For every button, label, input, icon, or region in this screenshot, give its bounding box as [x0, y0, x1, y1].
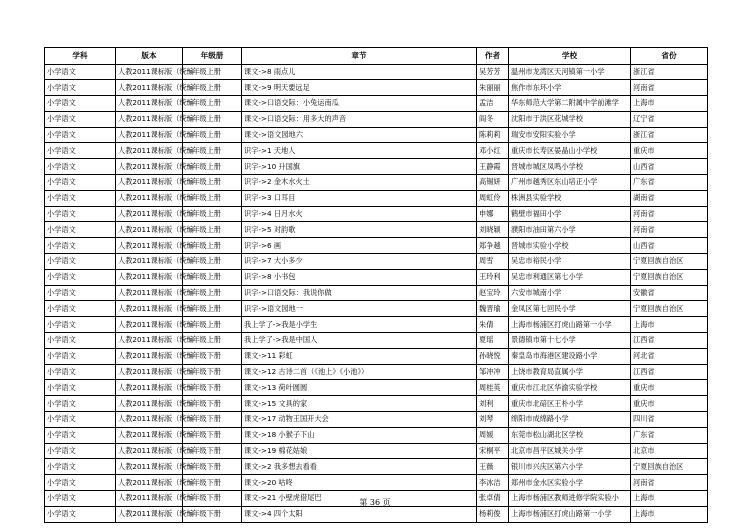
cell-subject: 小学语文 [45, 348, 116, 364]
cell-chapter: 识字->3 口耳目 [242, 190, 477, 206]
cell-subject: 小学语文 [45, 364, 116, 380]
cell-subject: 小学语文 [45, 96, 116, 112]
cell-edition: 人教2011课标版（统编 [116, 143, 183, 159]
cell-grade-volume: 一年级下册 [183, 412, 242, 428]
cell-province: 宁夏回族自治区 [631, 459, 708, 475]
table-row [45, 206, 708, 222]
cell-subject: 小学语文 [45, 254, 116, 270]
cell-chapter: 课文->15 文具的家 [242, 396, 477, 412]
cell-school: 华东师范大学第二附属中学前滩学 [509, 96, 631, 112]
cell-author: 周雪 [477, 254, 509, 270]
cell-author: 王静霞 [477, 159, 509, 175]
cell-edition: 人教2011课标版（统编 [116, 175, 183, 191]
cell-school: 瑞安市安阳实验小学 [509, 127, 631, 143]
cell-province: 安徽省 [631, 285, 708, 301]
table-row [45, 427, 708, 443]
cell-province: 宁夏回族自治区 [631, 269, 708, 285]
table-row [45, 80, 708, 96]
cell-province: 重庆市 [631, 396, 708, 412]
cell-author: 阎冬 [477, 111, 509, 127]
cell-school: 六安市城南小学 [509, 285, 631, 301]
cell-province: 山西省 [631, 159, 708, 175]
table-row [45, 190, 708, 206]
cell-author: 杨莉俊 [477, 506, 509, 522]
table-body [45, 64, 708, 522]
cell-grade-volume: 一年级上册 [183, 190, 242, 206]
column-header-edition: 版本 [116, 48, 183, 65]
column-header-chapter: 章节 [242, 48, 477, 65]
cell-grade-volume: 一年级上册 [183, 206, 242, 222]
cell-subject: 小学语文 [45, 206, 116, 222]
cell-grade-volume: 一年级上册 [183, 333, 242, 349]
cell-school: 重庆市北碚区王朴小学 [509, 396, 631, 412]
cell-grade-volume: 一年级上册 [183, 222, 242, 238]
cell-chapter: 识字->8 小书包 [242, 269, 477, 285]
table-row [45, 412, 708, 428]
cell-province: 宁夏回族自治区 [631, 254, 708, 270]
cell-school: 广州市越秀区东山培正小学 [509, 175, 631, 191]
cell-province: 四川省 [631, 412, 708, 428]
cell-author: 赵宝玲 [477, 285, 509, 301]
cell-subject: 小学语文 [45, 159, 116, 175]
cell-grade-volume: 一年级下册 [183, 506, 242, 522]
table-row [45, 64, 708, 80]
cell-author: 张卓倩 [477, 491, 509, 507]
cell-edition: 人教2011课标版（统编 [116, 475, 183, 491]
cell-edition: 人教2011课标版（统编 [116, 80, 183, 96]
cell-author: 魏晋瑜 [477, 301, 509, 317]
cell-chapter: 课文->20 咕咚 [242, 475, 477, 491]
cell-school: 沈阳市于洪区花城学校 [509, 111, 631, 127]
cell-author: 周媛 [477, 427, 509, 443]
table-row [45, 506, 708, 522]
cell-chapter: 课文->口语交际：用多大的声音 [242, 111, 477, 127]
cell-province: 湖南省 [631, 190, 708, 206]
table-row [45, 96, 708, 112]
column-header-school: 学校 [509, 48, 631, 65]
table-row [45, 380, 708, 396]
cell-subject: 小学语文 [45, 222, 116, 238]
cell-grade-volume: 一年级上册 [183, 64, 242, 80]
cell-author: 邹冲冲 [477, 364, 509, 380]
cell-edition: 人教2011课标版（统编 [116, 333, 183, 349]
cell-edition: 人教2011课标版（统编 [116, 301, 183, 317]
cell-author: 孙晓悦 [477, 348, 509, 364]
cell-subject: 小学语文 [45, 380, 116, 396]
cell-subject: 小学语文 [45, 301, 116, 317]
cell-edition: 人教2011课标版（统编 [116, 506, 183, 522]
cell-edition: 人教2011课标版（统编 [116, 96, 183, 112]
cell-author: 朱丽丽 [477, 80, 509, 96]
cell-chapter: 课文->9 明天要远足 [242, 80, 477, 96]
cell-chapter: 识字->5 对韵歌 [242, 222, 477, 238]
cell-school: 吴忠市利通区第七小学 [509, 269, 631, 285]
cell-grade-volume: 一年级上册 [183, 80, 242, 96]
cell-school: 东莞市松山湖北区学校 [509, 427, 631, 443]
table-row [45, 443, 708, 459]
cell-subject: 小学语文 [45, 111, 116, 127]
cell-chapter: 识字->1 天地人 [242, 143, 477, 159]
cell-grade-volume: 一年级下册 [183, 380, 242, 396]
cell-subject: 小学语文 [45, 412, 116, 428]
cell-school: 景德镇市第十七小学 [509, 333, 631, 349]
column-header-province: 省份 [631, 48, 708, 65]
cell-subject: 小学语文 [45, 64, 116, 80]
cell-subject: 小学语文 [45, 175, 116, 191]
cell-edition: 人教2011课标版（统编 [116, 317, 183, 333]
cell-chapter: 课文->12 古诗二首（《池上》《小池》） [242, 364, 477, 380]
table-row [45, 175, 708, 191]
cell-author: 夏瑶 [477, 333, 509, 349]
cell-school: 焦作市东环小学 [509, 80, 631, 96]
cell-author: 刘利 [477, 396, 509, 412]
cell-chapter: 识字->语文园地一 [242, 301, 477, 317]
cell-edition: 人教2011课标版（统编 [116, 127, 183, 143]
cell-edition: 人教2011课标版（统编 [116, 427, 183, 443]
cell-edition: 人教2011课标版（统编 [116, 348, 183, 364]
column-header-author: 作者 [477, 48, 509, 65]
cell-chapter: 课文->19 棉花姑娘 [242, 443, 477, 459]
cell-grade-volume: 一年级下册 [183, 475, 242, 491]
cell-author: 高锡妍 [477, 175, 509, 191]
cell-chapter: 识字->口语交际：我说你做 [242, 285, 477, 301]
cell-province: 浙江省 [631, 64, 708, 80]
cell-school: 吴忠市裕民小学 [509, 254, 631, 270]
cell-school: 银川市兴庆区第六小学 [509, 459, 631, 475]
table-row [45, 111, 708, 127]
cell-province: 重庆市 [631, 380, 708, 396]
cell-subject: 小学语文 [45, 396, 116, 412]
cell-grade-volume: 一年级上册 [183, 285, 242, 301]
table-row [45, 159, 708, 175]
table-row [45, 459, 708, 475]
table-row [45, 396, 708, 412]
cell-edition: 人教2011课标版（统编 [116, 269, 183, 285]
cell-author: 刘琴 [477, 412, 509, 428]
cell-grade-volume: 一年级上册 [183, 238, 242, 254]
cell-author: 邓小红 [477, 143, 509, 159]
cell-province: 河北省 [631, 348, 708, 364]
cell-school: 鹤壁市福田小学 [509, 206, 631, 222]
cell-chapter: 课文->2 我多想去看看 [242, 459, 477, 475]
cell-author: 周虹伶 [477, 190, 509, 206]
cell-subject: 小学语文 [45, 459, 116, 475]
cell-grade-volume: 一年级下册 [183, 491, 242, 507]
table-row [45, 269, 708, 285]
cell-edition: 人教2011课标版（统编 [116, 64, 183, 80]
cell-province: 江西省 [631, 333, 708, 349]
cell-chapter: 课文->口语交际：小兔运南瓜 [242, 96, 477, 112]
cell-grade-volume: 一年级下册 [183, 459, 242, 475]
cell-province: 上海市 [631, 506, 708, 522]
cell-province: 浙江省 [631, 127, 708, 143]
cell-edition: 人教2011课标版（统编 [116, 380, 183, 396]
table-row [45, 317, 708, 333]
cell-grade-volume: 一年级下册 [183, 427, 242, 443]
table-row [45, 222, 708, 238]
cell-chapter: 识字->6 画 [242, 238, 477, 254]
cell-school: 重庆市长寿区晏晶山小学校 [509, 143, 631, 159]
cell-chapter: 我上学了->我是小学生 [242, 317, 477, 333]
cell-subject: 小学语文 [45, 317, 116, 333]
table-row [45, 301, 708, 317]
cell-edition: 人教2011课标版（统编 [116, 206, 183, 222]
table-row [45, 238, 708, 254]
cell-edition: 人教2011课标版（统编 [116, 111, 183, 127]
cell-school: 濮阳市油田第六小学 [509, 222, 631, 238]
cell-edition: 人教2011课标版（统编 [116, 491, 183, 507]
cell-author: 申娜 [477, 206, 509, 222]
cell-province: 上海市 [631, 96, 708, 112]
cell-edition: 人教2011课标版（统编 [116, 364, 183, 380]
cell-subject: 小学语文 [45, 475, 116, 491]
cell-province: 上海市 [631, 491, 708, 507]
cell-edition: 人教2011课标版（统编 [116, 159, 183, 175]
cell-subject: 小学语文 [45, 427, 116, 443]
column-header-grade-volume: 年级册 [183, 48, 242, 65]
cell-school: 株洲县实验学校 [509, 190, 631, 206]
cell-subject: 小学语文 [45, 333, 116, 349]
table-row [45, 475, 708, 491]
cell-subject: 小学语文 [45, 269, 116, 285]
cell-subject: 小学语文 [45, 506, 116, 522]
table-row [45, 364, 708, 380]
cell-author: 宋桐平 [477, 443, 509, 459]
cell-author: 王玲利 [477, 269, 509, 285]
cell-grade-volume: 一年级上册 [183, 317, 242, 333]
cell-province: 河南省 [631, 80, 708, 96]
table-row [45, 127, 708, 143]
cell-school: 上海市杨浦区打虎山路第一小学 [509, 506, 631, 522]
cell-edition: 人教2011课标版（统编 [116, 459, 183, 475]
cell-chapter: 课文->4 四个太阳 [242, 506, 477, 522]
table-row [45, 143, 708, 159]
cell-subject: 小学语文 [45, 238, 116, 254]
cell-school: 温州市龙湾区天河镇第一小学 [509, 64, 631, 80]
cell-chapter: 课文->17 动物王国开大会 [242, 412, 477, 428]
cell-author: 周桂英 [477, 380, 509, 396]
cell-subject: 小学语文 [45, 143, 116, 159]
cell-province: 北京市 [631, 443, 708, 459]
cell-school: 上海市杨浦区教师进修学院实验小 [509, 491, 631, 507]
data-table [44, 47, 708, 523]
cell-chapter: 课文->语文园地六 [242, 127, 477, 143]
cell-grade-volume: 一年级上册 [183, 254, 242, 270]
cell-grade-volume: 一年级上册 [183, 111, 242, 127]
cell-province: 广东省 [631, 427, 708, 443]
cell-edition: 人教2011课标版（统编 [116, 412, 183, 428]
cell-grade-volume: 一年级上册 [183, 96, 242, 112]
cell-chapter: 识字->7 大小多少 [242, 254, 477, 270]
cell-subject: 小学语文 [45, 285, 116, 301]
table-row [45, 333, 708, 349]
cell-author: 李冰洁 [477, 475, 509, 491]
cell-province: 宁夏回族自治区 [631, 301, 708, 317]
cell-edition: 人教2011课标版（统编 [116, 443, 183, 459]
cell-subject: 小学语文 [45, 190, 116, 206]
cell-province: 河南省 [631, 222, 708, 238]
cell-chapter: 课文->18 小猴子下山 [242, 427, 477, 443]
cell-edition: 人教2011课标版（统编 [116, 285, 183, 301]
cell-author: 陈莉莉 [477, 127, 509, 143]
cell-province: 河南省 [631, 206, 708, 222]
cell-edition: 人教2011课标版（统编 [116, 254, 183, 270]
cell-edition: 人教2011课标版（统编 [116, 238, 183, 254]
cell-grade-volume: 一年级下册 [183, 443, 242, 459]
cell-subject: 小学语文 [45, 443, 116, 459]
cell-chapter: 课文->21 小壁虎借尾巴 [242, 491, 477, 507]
cell-school: 上海市杨浦区打虎山路第一小学 [509, 317, 631, 333]
cell-province: 辽宁省 [631, 111, 708, 127]
page-number: 第 36 页 [359, 498, 391, 507]
cell-grade-volume: 一年级上册 [183, 301, 242, 317]
cell-chapter: 课文->8 雨点儿 [242, 64, 477, 80]
cell-subject: 小学语文 [45, 491, 116, 507]
cell-chapter: 识字->4 日月水火 [242, 206, 477, 222]
table-header-row [45, 48, 708, 65]
cell-chapter: 识字->2 金木水火土 [242, 175, 477, 191]
cell-grade-volume: 一年级上册 [183, 127, 242, 143]
cell-edition: 人教2011课标版（统编 [116, 396, 183, 412]
cell-province: 河南省 [631, 475, 708, 491]
cell-subject: 小学语文 [45, 80, 116, 96]
cell-province: 重庆市 [631, 143, 708, 159]
cell-school: 重庆市江北区华渝实验学校 [509, 380, 631, 396]
cell-author: 王薇 [477, 459, 509, 475]
cell-grade-volume: 一年级下册 [183, 348, 242, 364]
cell-province: 广东省 [631, 175, 708, 191]
cell-school: 上饶市教育局直属小学 [509, 364, 631, 380]
cell-author: 朱倩 [477, 317, 509, 333]
column-header-subject: 学科 [45, 48, 116, 65]
cell-subject: 小学语文 [45, 127, 116, 143]
cell-school: 北京市昌平区城关小学 [509, 443, 631, 459]
cell-grade-volume: 一年级上册 [183, 159, 242, 175]
cell-chapter: 课文->13 荷叶圆圆 [242, 380, 477, 396]
cell-chapter: 识字->10 升国旗 [242, 159, 477, 175]
cell-school: 金凤区第七回民小学 [509, 301, 631, 317]
cell-chapter: 我上学了->我是中国人 [242, 333, 477, 349]
cell-grade-volume: 一年级上册 [183, 143, 242, 159]
cell-school: 晋城市城区凤鸣小学校 [509, 159, 631, 175]
cell-edition: 人教2011课标版（统编 [116, 222, 183, 238]
cell-chapter: 课文->11 彩虹 [242, 348, 477, 364]
table-row [45, 348, 708, 364]
cell-edition: 人教2011课标版（统编 [116, 190, 183, 206]
cell-author: 刘晓颖 [477, 222, 509, 238]
cell-author: 吴芳芳 [477, 64, 509, 80]
cell-province: 山西省 [631, 238, 708, 254]
cell-school: 郑州市金水区实验小学 [509, 475, 631, 491]
cell-province: 上海市 [631, 317, 708, 333]
table-row [45, 254, 708, 270]
cell-school: 绵阳市成绵路小学 [509, 412, 631, 428]
cell-grade-volume: 一年级上册 [183, 269, 242, 285]
cell-province: 江西省 [631, 364, 708, 380]
cell-author: 郑争越 [477, 238, 509, 254]
cell-grade-volume: 一年级上册 [183, 175, 242, 191]
cell-school: 秦皇岛市海港区建设路小学 [509, 348, 631, 364]
table-row [45, 285, 708, 301]
cell-author: 孟洁 [477, 96, 509, 112]
cell-grade-volume: 一年级下册 [183, 364, 242, 380]
cell-grade-volume: 一年级下册 [183, 396, 242, 412]
cell-school: 晋城市实验小学校 [509, 238, 631, 254]
